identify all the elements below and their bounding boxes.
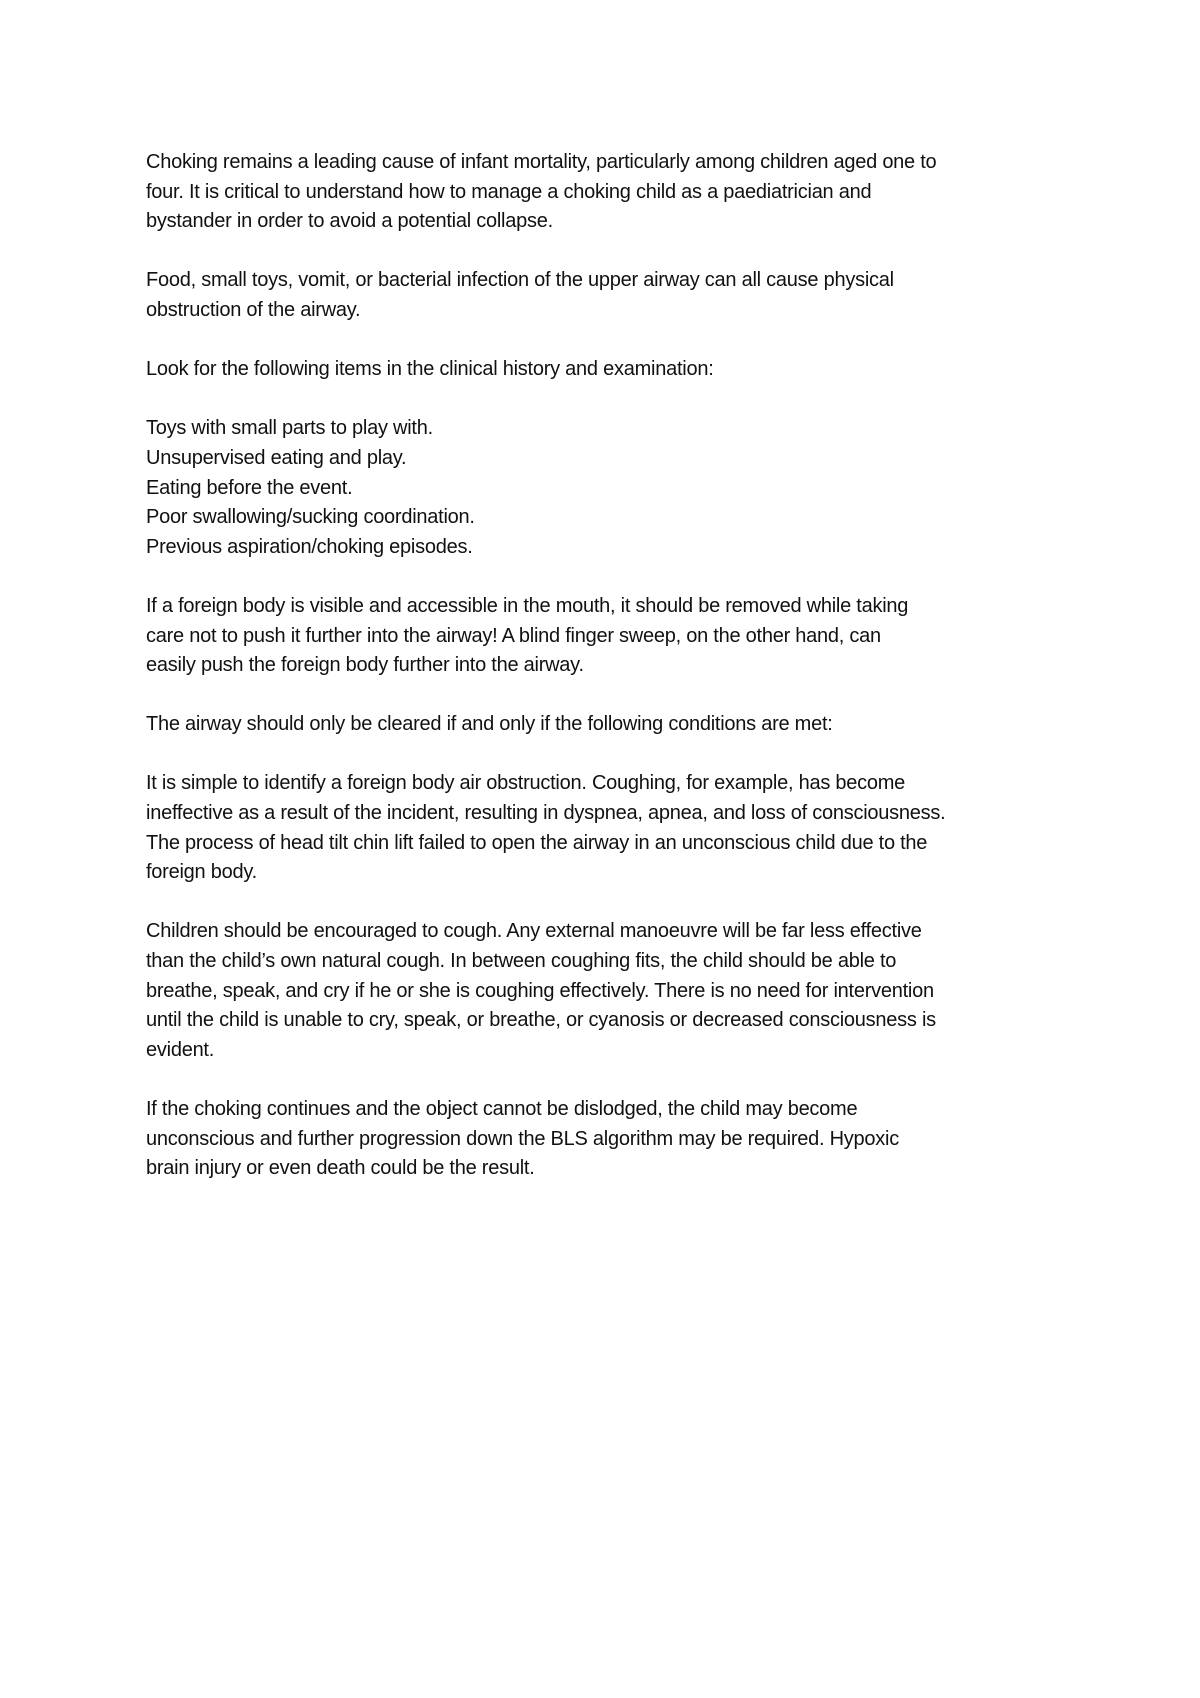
- list-item: Unsupervised eating and play.: [146, 446, 407, 469]
- text-line: foreign body.: [146, 861, 257, 884]
- text-line: care not to push it further into the airway! A blind finger sweep, on the other hand, can: [146, 624, 881, 647]
- text-line: four. It is critical to understand how to manage a choking child as a paediatrician and: [146, 180, 872, 203]
- text-line: The process of head tilt chin lift failed to open the airway in an unconscious child due to the: [146, 831, 928, 854]
- document-body: [146, 148, 1061, 1213]
- text-line: until the child is unable to cry, speak, or breathe, or cyanosis or decreased consciousness is: [146, 1009, 936, 1032]
- text-line: Choking remains a leading cause of infant mortality, particularly among children aged one to: [146, 151, 937, 173]
- text-line: If the choking continues and the object cannot be dislodged, the child may become: [146, 1098, 858, 1120]
- list-item: Eating before the event.: [146, 476, 353, 499]
- paragraph-intro: [146, 148, 1061, 237]
- paragraph-conditions-lead: [146, 710, 1061, 740]
- text-line: obstruction of the airway.: [146, 298, 361, 321]
- text-line: easily push the foreign body further into the airway.: [146, 654, 584, 677]
- text-line: ineffective as a result of the incident, resulting in dyspnea, apnea, and loss of consciousness.: [146, 802, 946, 825]
- paragraph-outcome: [146, 1095, 1061, 1184]
- list-item: Previous aspiration/choking episodes.: [146, 535, 473, 558]
- text-line: Children should be encouraged to cough. Any external manoeuvre will be far less effective: [146, 920, 922, 943]
- paragraph-conditions: [146, 769, 1061, 887]
- text-line: It is simple to identify a foreign body air obstruction. Coughing, for example, has become: [146, 772, 906, 795]
- paragraph-causes: [146, 266, 1061, 325]
- text-line: brain injury or even death could be the result.: [146, 1157, 535, 1180]
- text-line: bystander in order to avoid a potential collapse.: [146, 210, 553, 233]
- paragraph-history-lead: [146, 355, 1061, 385]
- text-line: unconscious and further progression down the BLS algorithm may be required. Hypoxic: [146, 1127, 899, 1150]
- text-line: Look for the following items in the clinical history and examination:: [146, 358, 714, 381]
- text-line: than the child’s own natural cough. In between coughing fits, the child should be able to: [146, 950, 897, 973]
- text-line: If a foreign body is visible and accessible in the mouth, it should be removed while taking: [146, 594, 909, 617]
- text-line: evident.: [146, 1038, 215, 1061]
- list-item: Toys with small parts to play with.: [146, 417, 433, 440]
- paragraph-history-items: [146, 414, 1061, 562]
- text-line: breathe, speak, and cry if he or she is coughing effectively. There is no need for intervention: [146, 979, 934, 1002]
- paragraph-coughing: [146, 917, 1061, 1065]
- list-item: Poor swallowing/sucking coordination.: [146, 506, 475, 529]
- text-line: The airway should only be cleared if and only if the following conditions are met:: [146, 713, 833, 736]
- text-line: Food, small toys, vomit, or bacterial infection of the upper airway can all cause physical: [146, 269, 894, 292]
- paragraph-foreign-body: [146, 592, 1061, 681]
